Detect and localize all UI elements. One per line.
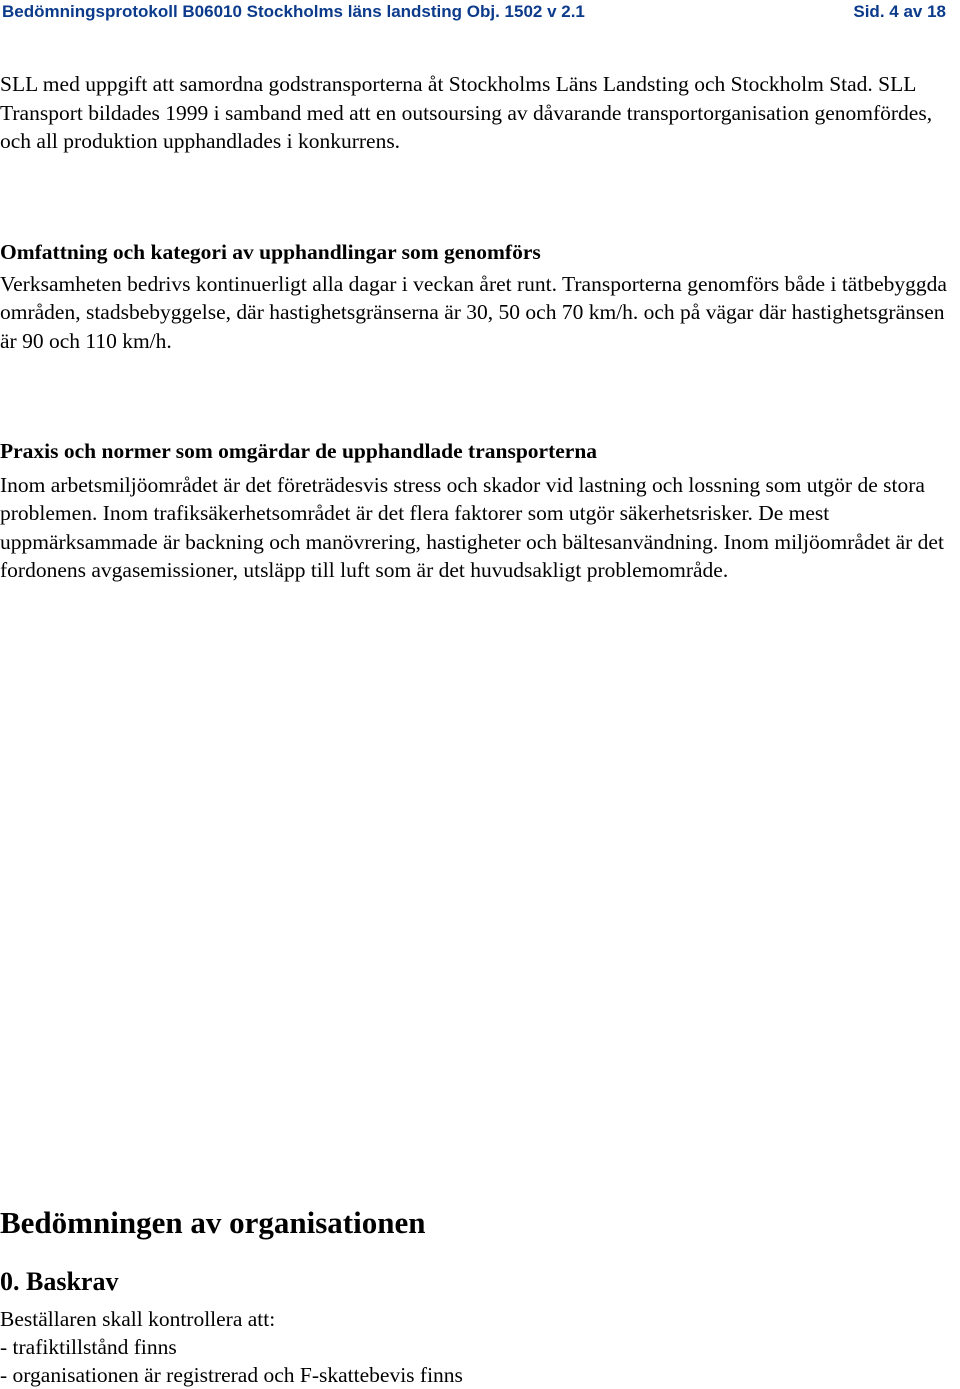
section-body: Inom arbetsmiljöområdet är det företrädesvis stress och skador vid lastning och lossning som utgör de stora problemen. Inom trafiksäkerhetsområdet är det flera faktorer som utgör säkerhetsrisker. De mest uppmärksammade är backning och manövrering, hastigheter och bältesanvändning. Inom miljöområdet är det fordonens avgasemissioner, utsläpp till luft som är det huvudsakligt problemområde. <box>0 472 944 582</box>
baskrav-item: - trafiktillstånd finns <box>0 1335 177 1359</box>
section-heading: Praxis och normer som omgärdar de upphandlade transporterna <box>0 439 598 463</box>
page-header <box>0 0 960 28</box>
intro-paragraph: SLL med uppgift att samordna godstransporterna åt Stockholms Läns Landsting och Stockholm Stad. SLL Transport bildades 1999 i samband med att en outsoursing av dåvarande transportorganisation genomfördes, och all produktion upphandlades i konkurrens. <box>0 72 933 153</box>
section-body: Verksamheten bedrivs kontinuerligt alla dagar i veckan året runt. Transporterna genomförs både i tätbebyggda områden, stadsbebyggelse, där hastighetsgränserna är 30, 50 och 70 km/h. och på vägar där hastighetsgränsen är 90 och 110 km/h. <box>0 271 947 353</box>
baskrav-heading: 0. Baskrav <box>0 1267 119 1296</box>
document-title: Bedömningsprotokoll B06010 Stockholms läns landsting Obj. 1502 v 2.1 <box>2 2 585 21</box>
section-omfattning <box>0 238 960 355</box>
section-heading: Omfattning och kategori av upphandlingar som genomförs <box>0 240 541 264</box>
section-praxis <box>0 437 960 585</box>
page-number: Sid. 4 av 18 <box>853 2 946 21</box>
baskrav-item: - organisationen är registrerad och F-skattebevis finns <box>0 1363 463 1387</box>
baskrav-intro-line: Beställaren skall kontrollera att: <box>0 1307 276 1331</box>
baskrav-list <box>0 1305 463 1389</box>
assessment-title: Bedömningen av organisationen <box>0 1205 426 1240</box>
